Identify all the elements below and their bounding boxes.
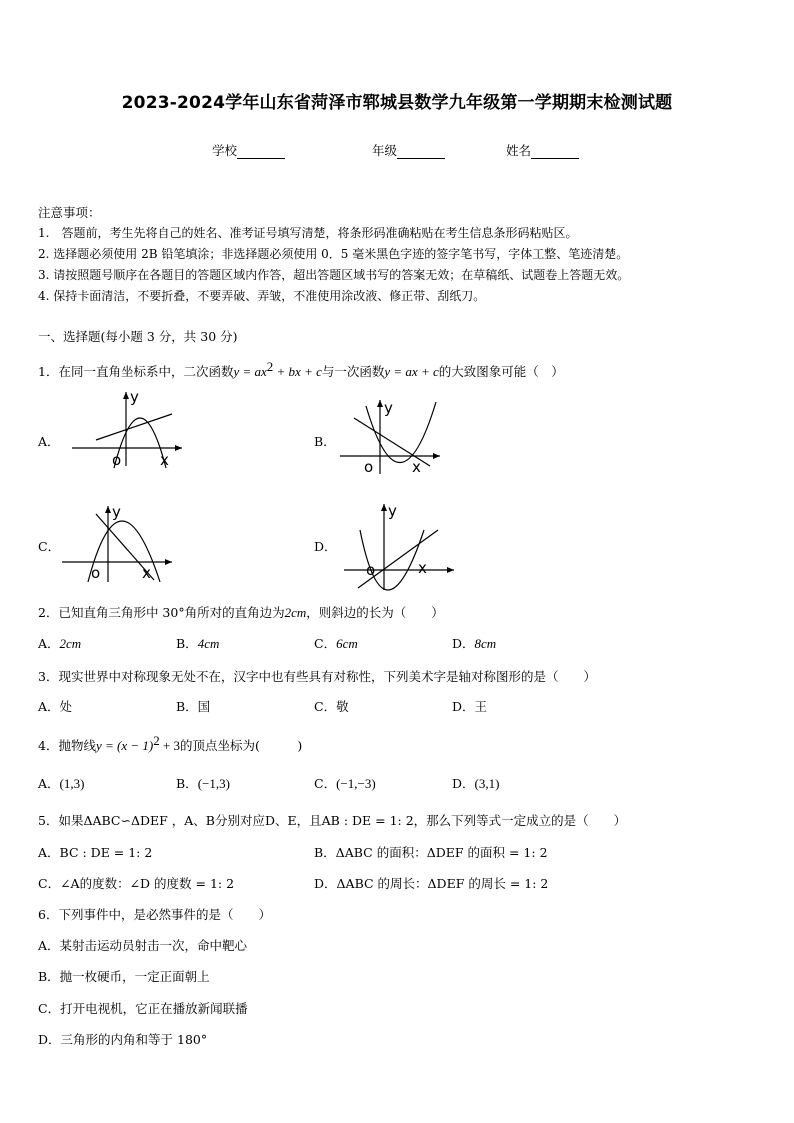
y-axis-label: y	[384, 399, 393, 417]
q3-option-c: C．敬	[314, 699, 349, 714]
y-axis-label: y	[130, 388, 139, 406]
notes-heading: 注意事项：	[38, 205, 101, 220]
grade-blank	[397, 146, 445, 159]
y-axis-label: y	[112, 503, 121, 521]
q4-option-d: D．(3,1)	[452, 776, 500, 791]
q5-option-d: D．ΔABC 的周长：ΔDEF 的周长 = 1: 2	[314, 876, 549, 891]
section-heading: 一、选择题(每小题 3 分，共 30 分)	[38, 329, 238, 344]
note-item: 2. 选择题必须使用 2B 铅笔填涂；非选择题必须使用 0．5 毫米黑色字迹的签字笔书写，字体工整、笔迹清楚。	[38, 247, 629, 261]
grade-field	[372, 141, 445, 159]
q1-option-b-label: B．	[314, 434, 336, 449]
school-label: 学校	[212, 143, 238, 158]
question-1: 1．在同一直角坐标系中，二次函数$y = ax^2$ + bx + c与一次函数y = ax + c的大致图象可能（ ）	[38, 359, 564, 380]
q4-option-a: A．(1,3)	[38, 776, 85, 791]
note-item: 1. 答题前，考生先将自己的姓名、准考证号填写清楚，将条形码准确粘贴在考生信息条形码粘贴区。	[38, 226, 578, 240]
x-axis-label: x	[412, 458, 421, 476]
q2-option-b: B．4cm	[176, 636, 220, 651]
question-5: 5．如果ΔABC∽ΔDEF ，A、B分别对应D、E，且AB : DE = 1: 2，那么下列等式一定成立的是（ ）	[38, 813, 627, 828]
school-blank	[237, 146, 285, 159]
q2-suffix: ，则斜边的长为（ ）	[306, 605, 444, 620]
q6-option-c: C．打开电视机，它正在播放新闻联播	[38, 1001, 248, 1016]
q2-option-c: C．6cm	[314, 636, 358, 651]
origin-label: o	[91, 564, 101, 582]
q4-prefix: 4．抛物线	[38, 738, 96, 754]
question-6: 6．下列事件中，是必然事件的是（ ）	[38, 907, 271, 922]
q3-option-a: A．处	[38, 699, 73, 714]
q1-quad-func: y = ax	[233, 364, 267, 380]
x-axis-label: x	[418, 559, 427, 577]
question-2	[38, 603, 444, 621]
y-axis-label: y	[388, 502, 397, 520]
x-axis-label: x	[142, 564, 151, 582]
note-item: 3. 请按照题号顺序在各题目的答题区域内作答，超出答题区域书写的答案无效；在草稿纸、试题卷上答题无效。	[38, 268, 630, 282]
q1-mid: 与一次函数	[321, 364, 385, 380]
q2-value: 2cm	[284, 605, 307, 620]
q5-option-b: B．ΔABC 的面积：ΔDEF 的面积 = 1: 2	[314, 845, 548, 860]
origin-label: o	[112, 451, 122, 469]
q5-option-a: A．BC : DE = 1: 2	[38, 845, 153, 860]
school-field	[212, 141, 285, 159]
q1-suffix: 的大致图象可能（ ）	[438, 364, 564, 380]
q3-option-b: B．国	[176, 699, 211, 714]
q1-option-c-label: C．	[38, 539, 61, 554]
q4-suffix: 的顶点坐标为( )	[180, 738, 303, 754]
q1-option-c-graph	[60, 500, 178, 584]
q4-option-b: B．(−1,3)	[176, 776, 230, 791]
name-label: 姓名	[506, 143, 532, 158]
q1-quad-rest: + bx + c	[273, 364, 322, 380]
q1-lin-func: y = ax + c	[384, 364, 439, 380]
q1-option-a-graph	[68, 388, 188, 470]
q6-option-b: B．抛一枚硬币，一定正面朝上	[38, 969, 210, 984]
q4-expr: y = (x − 1)	[95, 738, 154, 754]
q1-option-d-label: D．	[314, 539, 337, 554]
q6-option-d: D．三角形的内角和等于 180°	[38, 1032, 208, 1047]
name-field	[506, 141, 579, 159]
q2-option-a: A．2cm	[38, 636, 82, 651]
origin-label: o	[364, 458, 374, 476]
x-axis-label: x	[160, 451, 169, 469]
q4-rest: + 3	[159, 738, 181, 754]
q2-text: 2．已知直角三角形中 30°角所对的直角边为	[38, 605, 285, 620]
name-blank	[531, 146, 579, 159]
question-3: 3．现实世界中对称现象无处不在，汉字中也有些具有对称性，下列美术字是轴对称图形的是（ ）	[38, 669, 596, 684]
q6-option-a: A．某射击运动员射击一次，命中靶心	[38, 938, 248, 953]
exam-title: 2023-2024学年山东省菏泽市郓城县数学九年级第一学期期末检测试题	[121, 93, 673, 113]
q5-option-c: C．∠A的度数：∠D 的度数 = 1: 2	[38, 876, 235, 891]
q4-exponent: 2	[153, 733, 160, 748]
q1-option-a-label: A．	[38, 434, 60, 449]
origin-label: o	[366, 561, 376, 579]
question-4	[38, 733, 302, 754]
q1-option-b-graph	[336, 396, 446, 478]
q4-option-c: C．(−1,−3)	[314, 776, 376, 791]
q3-option-d: D．王	[452, 699, 488, 714]
grade-label: 年级	[372, 143, 398, 158]
q1-prefix: 1．在同一直角坐标系中，二次函数	[38, 364, 234, 380]
note-item: 4. 保持卡面清洁，不要折叠，不要弄破、弄皱，不准使用涂改液、修正带、刮纸刀。	[38, 289, 486, 303]
q1-option-d-graph	[340, 500, 460, 592]
q2-option-d: D．8cm	[452, 636, 497, 651]
